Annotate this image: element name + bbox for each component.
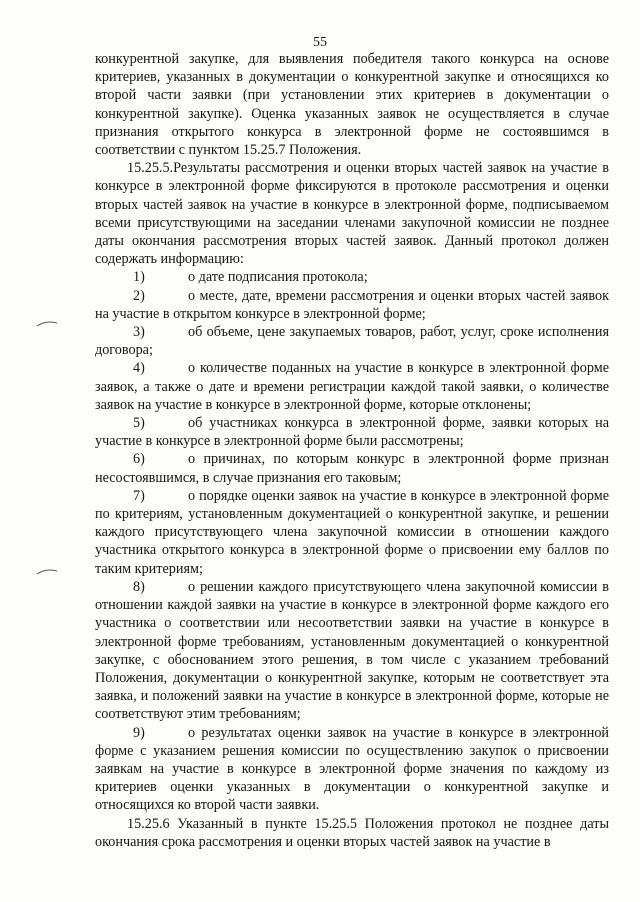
- list-item: [95, 487, 609, 578]
- list-item: [95, 268, 609, 286]
- section-15-25-5: 15.25.5.Результаты рассмотрения и оценки вторых частей заявок на участие в конкурсе в электронной форме фиксируются в протоколе рассмотрения и оценки вторых частей заявок на участие в конкурсе в электронной форме, подписываемом всеми присутствующими на заседании членами закупочной комиссии не позднее даты окончания рассмотрения вторых частей заявок. Данный протокол должен содержать информацию:: [95, 160, 609, 268]
- item-number: 6): [133, 451, 145, 468]
- list-item: [95, 578, 609, 724]
- item-text: о дате подписания протокола;: [188, 269, 368, 286]
- item-number: 3): [133, 324, 145, 341]
- info-list: [95, 268, 609, 814]
- item-number: 1): [133, 269, 145, 286]
- list-item: [95, 724, 609, 815]
- item-number: 9): [133, 724, 145, 741]
- item-text: о количестве поданных на участие в конкурсе в электронной форме заявок, а также о дате и времени регистрации каждой такой заявки, о количестве заявок на участие в конкурсе в электронной форме, которые отклонены;: [95, 360, 609, 413]
- list-item: [95, 287, 609, 323]
- list-item: [95, 450, 609, 486]
- item-text: об участниках конкурса в электронной форме, заявки которых на участие в конкурсе в электронной форме были рассмотрены;: [95, 415, 609, 450]
- page-number: 55: [313, 35, 327, 50]
- margin-mark: [36, 318, 58, 328]
- item-number: 2): [133, 287, 145, 304]
- item-number: 7): [133, 487, 145, 504]
- intro-paragraph: конкурентной закупке, для выявления победителя такого конкурса на основе критериев, указанных в документации о конкурентной закупке и относящихся ко второй части заявки (при установлении этих критериев в документации о конкурентной закупке). Оценка указанных заявок не осуществляется в случае признания открытого конкурса в электронной форме не состоявшимся в соответствии с пунктом 15.25.7 Положения.: [95, 51, 609, 159]
- document-body: [95, 50, 609, 851]
- list-item: [95, 323, 609, 359]
- item-text: о результатах оценки заявок на участие в конкурсе в электронной форме с указанием решения комиссии по осуществлению закупок о присвоении заявкам на участие в конкурсе в электронной форме значения по каждому из критериев оценки указанных в документации о конкурентной закупке и относящихся ко второй части заявки.: [95, 724, 609, 814]
- section-15-25-6: 15.25.6 Указанный в пункте 15.25.5 Положения протокол не позднее даты окончания срока рассмотрения и оценки вторых частей заявок на участие в: [95, 815, 609, 850]
- item-text: об объеме, цене закупаемых товаров, работ, услуг, сроке исполнения договора;: [95, 324, 609, 359]
- item-number: 8): [133, 578, 145, 595]
- margin-mark: [36, 566, 58, 576]
- list-item: [95, 359, 609, 414]
- item-text: о причинах, по которым конкурс в электронной форме признан несостоявшимся, в случае признания его таковым;: [95, 451, 609, 486]
- item-number: 5): [133, 415, 145, 432]
- item-text: о порядке оценки заявок на участие в конкурсе в электронной форме по критериям, установленным документацией о конкурентной закупке, и решении каждого присутствующего члена закупочной комиссии в отношении каждого участника открытого конкурса в электронной форме о присвоении ему баллов по таким критериям;: [95, 487, 609, 577]
- list-item: [95, 414, 609, 450]
- item-text: о месте, дате, времени рассмотрения и оценки вторых частей заявок на участие в открытом конкурсе в электронной форме;: [95, 287, 609, 322]
- item-number: 4): [133, 360, 145, 377]
- item-text: о решении каждого присутствующего члена закупочной комиссии в отношении каждой заявки на участие в конкурсе в электронной форме каждого его участника о соответствии или несоответствии заявки на участие в конкурсе в электронной форме требованиям, установленным документацией о конкурентной закупке, с обоснованием этого решения, в том числе с указанием требований Положения, документации о конкурентной закупке, которым не соответствует эта заявка, и положений заявки на участие в конкурсе в электронной форме, которые не соответствуют этим требованиям;: [95, 578, 609, 723]
